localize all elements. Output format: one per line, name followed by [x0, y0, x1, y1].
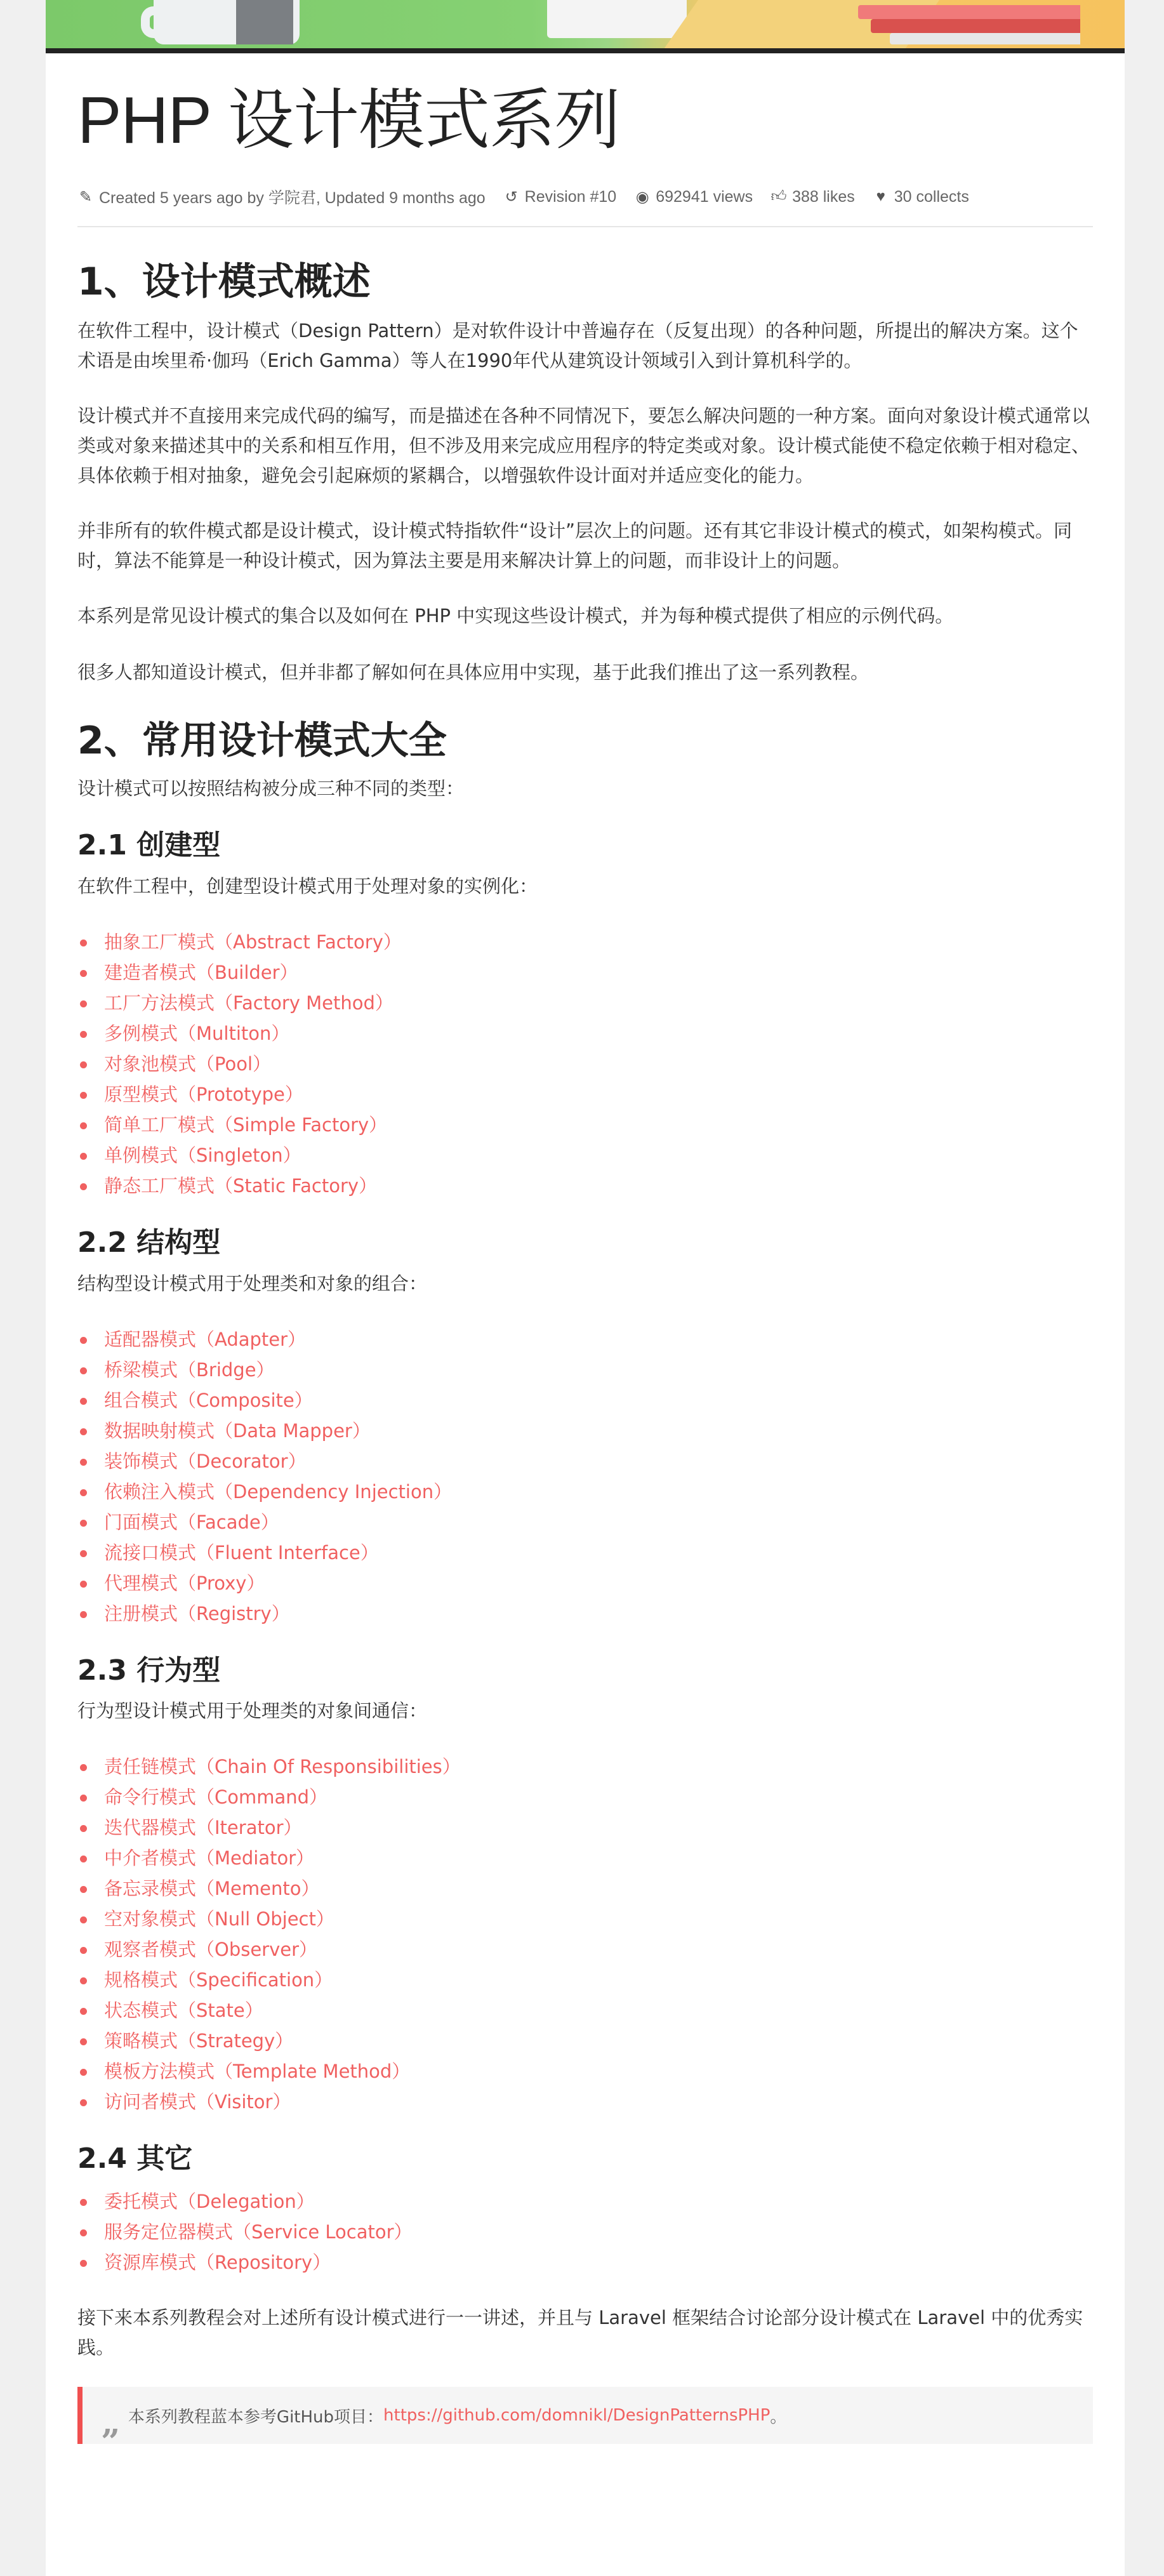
list-item: [77, 2087, 1093, 2117]
pattern-link[interactable]: 对象池模式（Pool）: [104, 1052, 271, 1075]
other-list: [77, 2186, 1093, 2278]
pattern-link[interactable]: 依赖注入模式（Dependency Injection）: [104, 1480, 453, 1503]
pattern-link[interactable]: 注册模式（Registry）: [104, 1602, 290, 1624]
paragraph: 并非所有的软件模式都是设计模式，设计模式特指软件“设计”层次上的问题。还有其它非设计模式的模式，如架构模式。同时，算法不能算是一种设计模式，因为算法主要是用来解决计算上的问题，而非设计上的问题。: [77, 520, 1073, 571]
revision-link[interactable]: [503, 188, 617, 206]
list-item: [77, 1140, 1093, 1171]
list-item: [77, 1934, 1093, 1965]
pattern-link[interactable]: 代理模式（Proxy）: [104, 1572, 265, 1594]
revision-label: Revision #10: [524, 187, 617, 206]
pattern-link[interactable]: 装饰模式（Decorator）: [104, 1450, 307, 1472]
list-item: [77, 1018, 1093, 1049]
list-item: [77, 1568, 1093, 1598]
list-item: [77, 2026, 1093, 2056]
pattern-link[interactable]: 访问者模式（Visitor）: [104, 2091, 291, 2113]
behavioral-list: [77, 1751, 1093, 2117]
article-meta: [77, 185, 1093, 227]
section-intro: 设计模式可以按照结构被分成三种不同的类型：: [77, 778, 465, 799]
list-item: [77, 1079, 1093, 1110]
list-item: [77, 1507, 1093, 1537]
list-item: [77, 1049, 1093, 1079]
quote-prefix: 本系列教程蓝本参考GitHub项目：: [128, 2407, 384, 2427]
pattern-link[interactable]: 适配器模式（Adapter）: [104, 1328, 307, 1350]
likes-count: 388 likes: [792, 187, 855, 206]
quote-suffix: 。: [770, 2407, 787, 2427]
like-button[interactable]: [770, 188, 855, 206]
list-item: [77, 1812, 1093, 1843]
pattern-link[interactable]: 备忘录模式（Memento）: [104, 1878, 320, 1900]
list-item: [77, 1385, 1093, 1416]
list-item: [77, 2186, 1093, 2217]
list-item: [77, 1110, 1093, 1140]
pattern-link[interactable]: 组合模式（Composite）: [104, 1389, 313, 1411]
subsection-heading: 2.2 结构型: [77, 1226, 221, 1259]
paragraph: 设计模式并不直接用来完成代码的编写，而是描述在各种不同情况下，要怎么解决问题的一种方案。面向对象设计模式通常以类或对象来描述其中的关系和相互作用，但不涉及用来完成应用程序的特定类或对象。设计模式能使不稳定依赖于相对稳定、具体依赖于相对抽象，避免会引起麻烦的紧耦合，以增强软件设计面对并适应变化的能力。: [77, 405, 1090, 486]
list-item: [77, 1477, 1093, 1507]
pattern-link[interactable]: 工厂方法模式（Factory Method）: [104, 992, 394, 1014]
list-item: [77, 1965, 1093, 1995]
list-item: [77, 1782, 1093, 1812]
created-info: Created 5 years ago by 学院君, Updated 9 months ago: [99, 189, 486, 207]
list-item: [77, 1416, 1093, 1446]
thumbs-up-icon: 👍︎: [770, 188, 787, 205]
pattern-link[interactable]: 建造者模式（Builder）: [104, 961, 298, 983]
collect-button[interactable]: [873, 188, 969, 206]
page-title: PHP 设计模式系列: [77, 84, 620, 157]
pattern-link[interactable]: 桥梁模式（Bridge）: [104, 1358, 275, 1381]
subsection-heading: 2.4 其它: [77, 2142, 193, 2175]
section-heading: 1、设计模式概述: [77, 260, 371, 304]
list-item: [77, 2217, 1093, 2247]
list-item: [77, 1995, 1093, 2026]
list-item: [77, 2247, 1093, 2278]
closing-paragraph: 接下来本系列教程会对上述所有设计模式进行一一讲述，并且与 Laravel 框架结合讨论部分设计模式在 Laravel 中的优秀实践。: [77, 2307, 1083, 2359]
quote-icon: „: [102, 2403, 121, 2442]
history-icon: ↺: [505, 188, 518, 206]
list-item: [77, 1171, 1093, 1201]
pattern-link[interactable]: 规格模式（Specification）: [104, 1969, 333, 1991]
subsection-heading: 2.3 行为型: [77, 1654, 221, 1687]
pattern-link[interactable]: 状态模式（State）: [104, 2000, 263, 2022]
list-item: [77, 1873, 1093, 1904]
pattern-link[interactable]: 策略模式（Strategy）: [104, 2030, 294, 2052]
pattern-link[interactable]: 多例模式（Multiton）: [104, 1022, 290, 1044]
list-item: [77, 957, 1093, 988]
list-item: [77, 1751, 1093, 1782]
pattern-link[interactable]: 模板方法模式（Template Method）: [104, 2061, 411, 2083]
pattern-link[interactable]: 数据映射模式（Data Mapper）: [104, 1419, 371, 1442]
cover-banner: [46, 0, 1125, 53]
pattern-link[interactable]: 资源库模式（Repository）: [104, 2252, 331, 2274]
subsection-intro: 在软件工程中，创建型设计模式用于处理对象的实例化：: [77, 875, 538, 897]
reference-quote: [77, 2387, 1093, 2444]
pattern-link[interactable]: 迭代器模式（Iterator）: [104, 1817, 302, 1839]
paragraph: 在软件工程中，设计模式（Design Pattern）是对软件设计中普遍存在（反复出现）的各种问题，所提出的解决方案。这个术语是由埃里希·伽玛（Erich Gamma）等人在1990年代从建筑设计领域引入到计算机科学的。: [77, 320, 1078, 371]
subsection-intro: 行为型设计模式用于处理类的对象间通信：: [77, 1700, 428, 1722]
pattern-link[interactable]: 命令行模式（Command）: [104, 1786, 328, 1809]
list-item: [77, 927, 1093, 957]
heart-icon: ♥: [876, 188, 885, 205]
paragraph: 很多人都知道设计模式，但并非都了解如何在具体应用中实现，基于此我们推出了这一系列教程。: [77, 661, 870, 683]
pattern-link[interactable]: 责任链模式（Chain Of Responsibilities）: [104, 1756, 461, 1778]
pattern-link[interactable]: 委托模式（Delegation）: [104, 2191, 315, 2213]
pattern-link[interactable]: 流接口模式（Fluent Interface）: [104, 1541, 379, 1564]
pattern-link[interactable]: 服务定位器模式（Service Locator）: [104, 2221, 413, 2243]
list-item: [77, 1904, 1093, 1934]
collects-count: 30 collects: [894, 187, 969, 206]
pencil-icon: ✎: [79, 188, 93, 206]
list-item: [77, 988, 1093, 1018]
section-heading: 2、常用设计模式大全: [77, 719, 447, 763]
pattern-link[interactable]: 门面模式（Facade）: [104, 1511, 279, 1533]
pattern-link[interactable]: 原型模式（Prototype）: [104, 1083, 303, 1105]
pattern-link[interactable]: 抽象工厂模式（Abstract Factory）: [104, 931, 402, 953]
list-item: [77, 1355, 1093, 1385]
list-item: [77, 1598, 1093, 1629]
article-page: [46, 0, 1125, 2576]
list-item: [77, 2056, 1093, 2087]
list-item: [77, 1843, 1093, 1873]
pattern-link[interactable]: 静态工厂模式（Static Factory）: [104, 1174, 378, 1197]
views-count: 692941 views: [656, 187, 753, 206]
pattern-link[interactable]: 空对象模式（Null Object）: [104, 1908, 334, 1930]
list-item: [77, 1324, 1093, 1355]
github-link[interactable]: https://github.com/domnikl/DesignPatternsPHP: [383, 2406, 770, 2426]
pattern-link[interactable]: 单例模式（Singleton）: [104, 1144, 301, 1166]
creational-list: [77, 927, 1093, 1201]
eye-icon: ◉: [635, 188, 649, 206]
pattern-link[interactable]: 观察者模式（Observer）: [104, 1939, 318, 1961]
list-item: [77, 1446, 1093, 1477]
pattern-link[interactable]: 中介者模式（Mediator）: [104, 1847, 315, 1869]
structural-list: [77, 1324, 1093, 1629]
subsection-intro: 结构型设计模式用于处理类和对象的组合：: [77, 1272, 428, 1294]
subsection-heading: 2.1 创建型: [77, 829, 221, 861]
list-item: [77, 1537, 1093, 1568]
pattern-link[interactable]: 简单工厂模式（Simple Factory）: [104, 1113, 388, 1136]
paragraph: 本系列是常见设计模式的集合以及如何在 PHP 中实现这些设计模式，并为每种模式提供了相应的示例代码。: [77, 605, 954, 627]
